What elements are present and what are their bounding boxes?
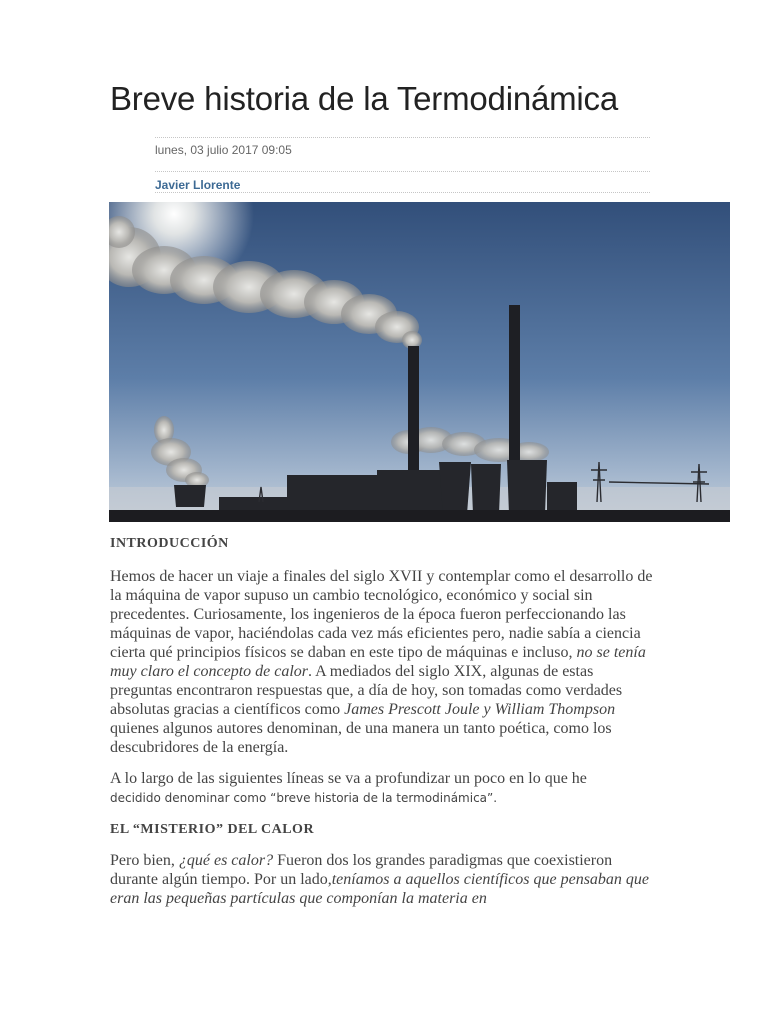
paragraph-intro-1: Hemos de hacer un viaje a finales del siglo XVII y contemplar como el desarrollo de la máquina de vapor supuso un cambio tecnológico, económico y social sin precedentes. Curiosamente, los ingenieros de la época fueron perfeccionando las máquinas de vapor, haciéndolas cada vez más eficientes pero, nadie sabía a ciencia cierta qué principios físicos se daban en este tipo de máquinas e incluso, no se tenía muy claro el concepto de calor. A mediados del siglo XIX, algunas de estas preguntas encontraron respuestas que, a día de hoy, son tomadas como verdades absolutas gracias a científicos como James Prescott Joule y William Thompson quienes algunos autores denominan, de una manera un tanto poética, como los descubridores de la energía.	[110, 568, 653, 756]
hero-image-power-plant	[109, 202, 730, 522]
article-body	[110, 532, 655, 908]
section-heading-misterio-calor: EL “MISTERIO” DEL CALOR	[110, 822, 315, 837]
paragraph-calor-1: Pero bien, ¿qué es calor? Fueron dos los grandes paradigmas que coexistieron durante algún tiempo. Por un lado,teníamos a aquellos científicos que pensaban que eran las pequeñas partículas que componían la materia en	[110, 852, 650, 907]
article-title: Breve historia de la Termodinámica	[110, 80, 619, 117]
article-author[interactable]: Javier Llorente	[155, 171, 650, 193]
power-plant-illustration	[109, 202, 730, 522]
section-heading-introduccion: INTRODUCCIÓN	[110, 536, 229, 551]
article-date: lunes, 03 julio 2017 09:05	[155, 137, 650, 163]
paragraph-intro-2: A lo largo de las siguientes líneas se va a profundizar un poco en lo que he decidido denominar como “breve historia de la termodinámica”.	[110, 770, 587, 805]
